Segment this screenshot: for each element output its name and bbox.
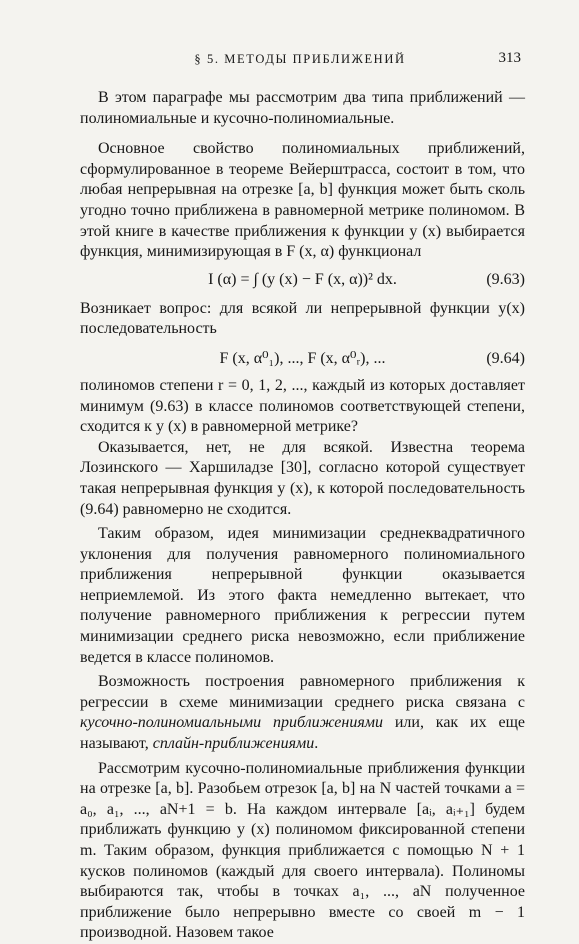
equation-9-64-number: (9.64) bbox=[486, 349, 525, 367]
paragraph-question: Возникает вопрос: для всякой ли непрерывной функции y(x) последовательность bbox=[80, 299, 525, 338]
paragraph-spline-text-b: или, как их еще называют, bbox=[80, 714, 525, 753]
running-title: § 5. МЕТОДЫ ПРИБЛИЖЕНИЙ bbox=[194, 52, 406, 66]
paragraph-weierstrass: Основное свойство полиномиальных приближений, сформулированное в теореме Вейерштрасса, состоит в том, что любая непрерывная на отрезке [a, b] функция может быть сколь угодно точно приближена в равномерной метрике полиномом. В этой книге в качестве приближения к функции y (x) выбирается функция, минимизирующая в F (x, α) функционал bbox=[80, 140, 525, 261]
emphasis-piecewise-polynomial: кусочно-полиномиальными приближениями bbox=[80, 714, 383, 732]
paragraph-spline-text-a: Возможность построения равномерного приближения к регрессии в схеме минимизации среднего риска связана с bbox=[80, 673, 525, 711]
emphasis-spline: сплайн-приближениями bbox=[152, 735, 315, 753]
page-number: 313 bbox=[498, 50, 521, 66]
paragraph-conclusion: Таким образом, идея минимизации среднеквадратичного уклонения для получения равномерного полиномиального приближения непрерывной функции оказывается неприемлемой. Из этого факта немедленно вытекает, что получение равномерного приближения к регрессии путем минимизации среднего риска невозможно, если приближение ведется в классе полиномов. bbox=[80, 525, 525, 666]
equation-9-63-text: I (α) = ∫ (y (x) − F (x, α))² dx. bbox=[208, 270, 397, 288]
equation-9-64 bbox=[80, 344, 525, 374]
page-header bbox=[0, 50, 579, 74]
body-text bbox=[80, 88, 525, 944]
equation-9-63-number: (9.63) bbox=[486, 270, 525, 288]
paragraph-intro: В этом параграфе мы рассмотрим два типа приближений — полиномиальные и кусочно-полиномиальные. bbox=[80, 89, 525, 127]
paragraph-lozinsky-theorem: Оказывается, нет, не для всякой. Известна теорема Лозинского — Харшиладзе [30], согласно которой существует такая непрерывная функция y (x), к которой последовательность (9.64) равномерно не сходится. bbox=[80, 438, 525, 518]
paragraph-piecewise-approximation: Рассмотрим кусочно-полиномиальные приближения функции на отрезке [a, b]. Разобьем отрезок [a, b] на N частей точками a = a₀, a₁, ..., aN+1 = b. На каждом интервале [aᵢ, aᵢ₊₁] будем приближать функцию y (x) полиномом фиксированной степени m. Таким образом, функция приближается с помощью N + 1 кусков полиномов (каждый для своего интервала). Полиномы выбираются так, чтобы в точках a₁, ..., aN полученное приближение было непрерывно вместе со своей m − 1 производной. Назовем такое bbox=[80, 759, 525, 942]
paragraph-polynomial-degree: полиномов степени r = 0, 1, 2, ..., каждый из которых доставляет минимум (9.63) в классе полиномов соответствующей степени, сходится к y (x) в равномерной метрике? bbox=[80, 376, 525, 436]
equation-9-63 bbox=[80, 265, 525, 295]
equation-9-64-text: F (x, α⁰₁), ..., F (x, α⁰ᵣ), ... bbox=[219, 349, 386, 367]
paragraph-spline-intro bbox=[80, 672, 525, 754]
paragraph-spline-text-c: . bbox=[314, 735, 319, 753]
